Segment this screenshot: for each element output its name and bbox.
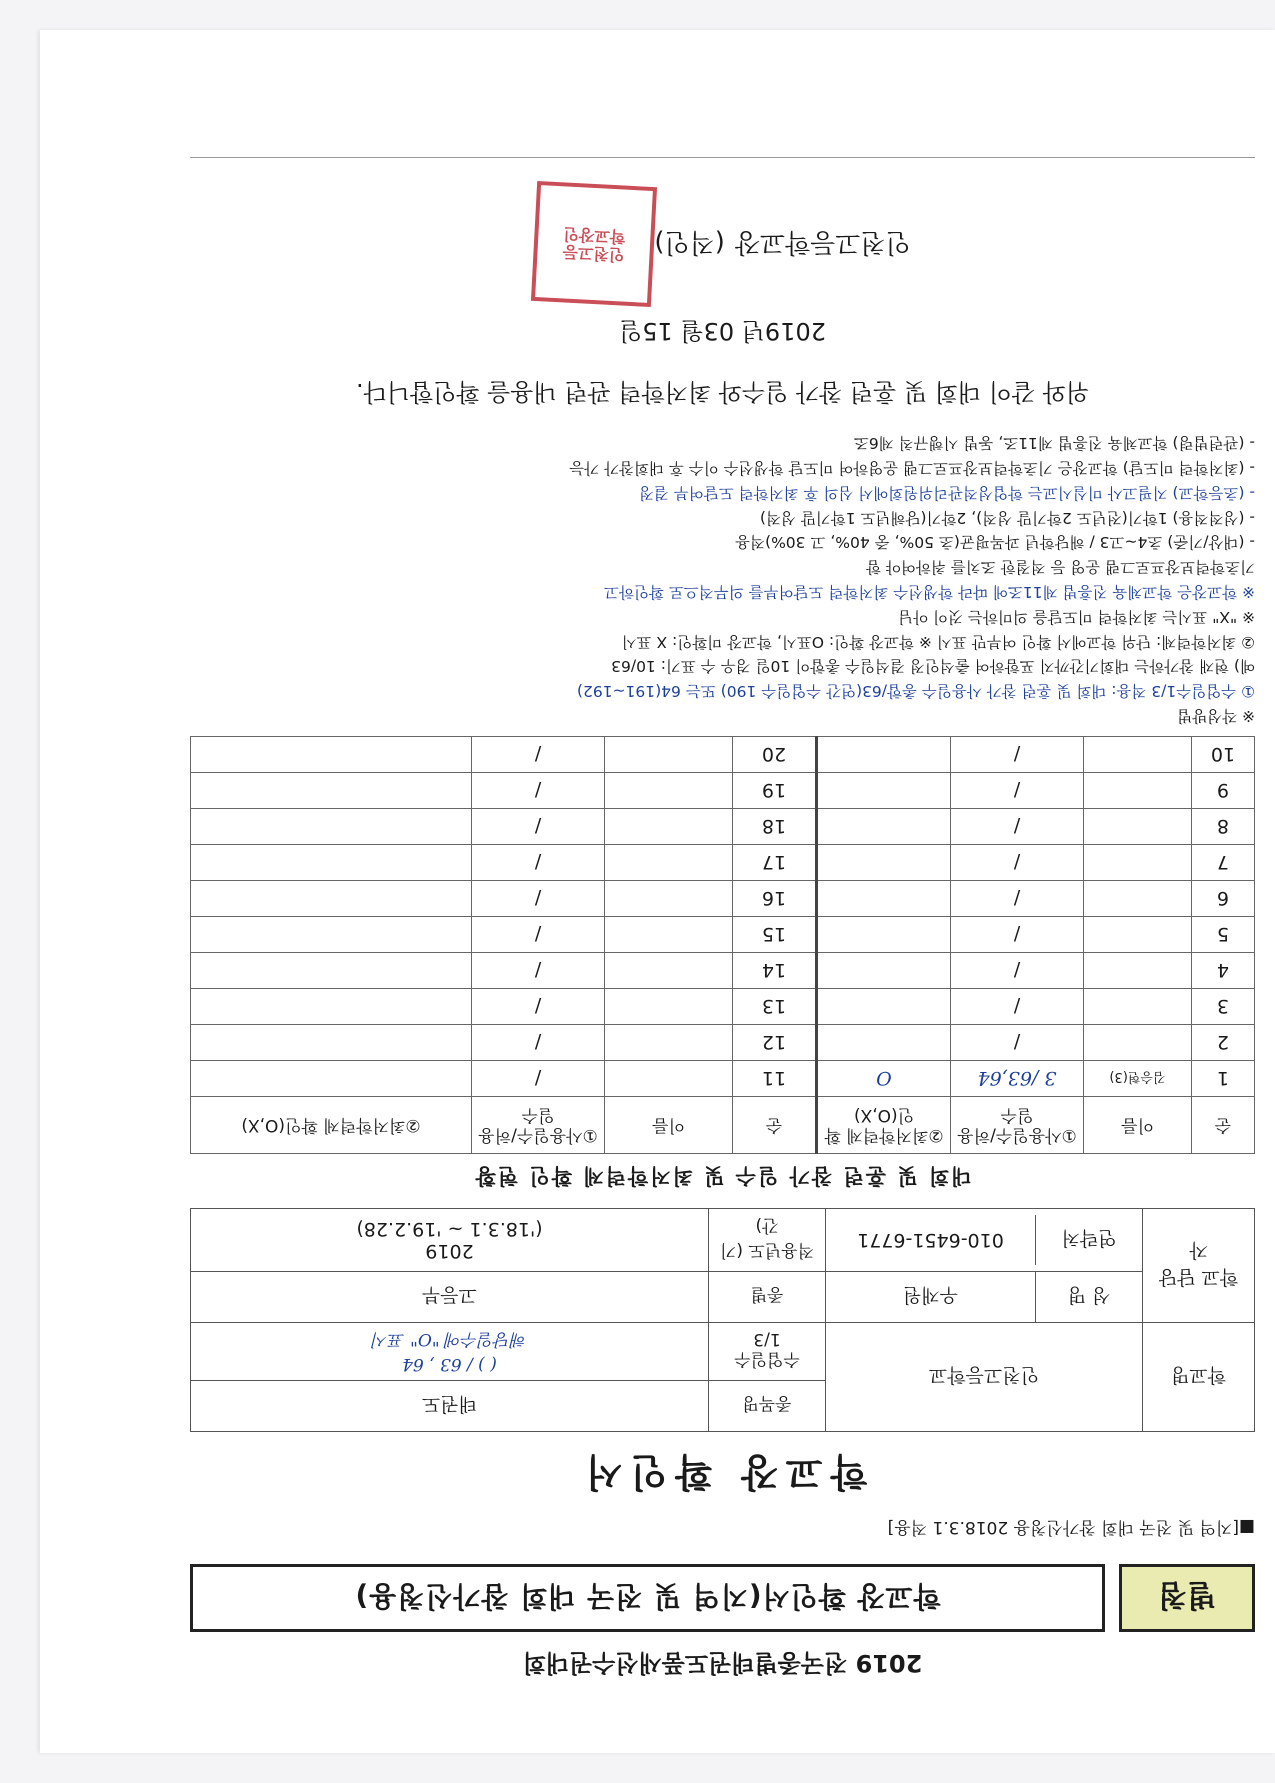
seal-area <box>534 184 725 304</box>
min-grade-check <box>817 989 951 1025</box>
note-6: - (성적적용) 1학기(전년도 2학기말 성적), 2학기(당해년도 1학기말 성적) <box>759 508 1255 527</box>
doc-title: 학교장 확인서 <box>577 1450 868 1494</box>
student-name <box>605 1061 733 1097</box>
min-grade-check <box>191 1025 472 1061</box>
document-rotated <box>40 30 1275 1783</box>
row-number: 10 <box>1192 737 1255 773</box>
attendance-header-row <box>191 1097 1255 1154</box>
min-grade-check <box>817 953 951 989</box>
name-value: 우재원 <box>902 1284 959 1307</box>
event-header: 2019 전국종별태권도품새선수권대회 <box>522 1649 923 1677</box>
table-row <box>191 773 1255 809</box>
col-header-days: ①사용일수/허용일수 <box>951 1097 1084 1154</box>
row-number: 8 <box>1192 809 1255 845</box>
row-number: 11 <box>733 1061 817 1097</box>
days-used: / <box>472 1061 605 1097</box>
student-name <box>605 737 733 773</box>
row-number: 2 <box>1192 1025 1255 1061</box>
col-header-name-2: 이름 <box>605 1097 733 1154</box>
document-body <box>190 157 1255 1683</box>
min-grade-check <box>817 1025 951 1061</box>
attend-value: 1/3 <box>753 1329 781 1349</box>
official-seal-icon: 인천고등 학교장인 <box>531 181 657 307</box>
period-range: ('18.3.1 ~ '19.2.28) <box>356 1218 543 1240</box>
min-grade-check <box>817 809 951 845</box>
period-value <box>191 1209 709 1272</box>
row-number: 13 <box>733 989 817 1025</box>
days-used: / <box>472 845 605 881</box>
banner <box>190 1564 1255 1632</box>
table-row <box>191 881 1255 917</box>
table-row <box>191 989 1255 1025</box>
min-grade-check <box>191 845 472 881</box>
student-name <box>1084 953 1192 989</box>
days-used: / <box>951 917 1084 953</box>
student-name <box>605 845 733 881</box>
note-9: - (관련법령) 학교체육 진흥법 제11조, 동법 시행규칙 제6조 <box>853 434 1255 453</box>
min-grade-check <box>817 881 951 917</box>
student-name <box>1084 809 1192 845</box>
note-8: - (최저학력 미도달) 학교장은 기초학력보장프로그램 운영하여 미도달 학생선수 이수 후 대회참가 가능 <box>569 459 1255 478</box>
row-number: 5 <box>1192 917 1255 953</box>
min-grade-check <box>191 773 472 809</box>
category-value: 고등부 <box>191 1272 709 1323</box>
student-name <box>1084 1025 1192 1061</box>
days-used: / <box>951 737 1084 773</box>
table-row <box>191 1025 1255 1061</box>
min-grade-check <box>191 953 472 989</box>
days-used: / <box>472 917 605 953</box>
manager-label: 학교 담당자 <box>1143 1209 1255 1323</box>
col-header-name: 이름 <box>1084 1097 1192 1154</box>
manager-phone-cell <box>826 1209 1143 1272</box>
attend-label: 수업일수 <box>734 1349 800 1369</box>
seal-label: (직인) <box>654 226 725 257</box>
student-name <box>1084 989 1192 1025</box>
student-name <box>605 917 733 953</box>
min-grade-check: O <box>817 1061 951 1097</box>
table-row <box>191 737 1255 773</box>
min-grade-check <box>191 1061 472 1097</box>
student-name <box>1084 917 1192 953</box>
note-1b: 예) 현재 참가하는 대회기간까지 포함하여 출석인정 결석일수 총합이 10일 경우 수 표기: 10/63 <box>611 657 1255 676</box>
table-row <box>191 953 1255 989</box>
name-label: 성 명 <box>1036 1272 1143 1322</box>
period-year: 2019 <box>425 1240 474 1262</box>
attend-cell <box>709 1323 826 1381</box>
days-used: / <box>472 1025 605 1061</box>
min-grade-check <box>191 917 472 953</box>
table-row <box>191 1061 1255 1097</box>
col-header-no: 순 <box>1192 1097 1255 1154</box>
note-1: ① 수업일수1/3 적용: 대회 및 훈련 참가 사용일수 총합/63(연간 수업일수 190) 또는 64(191~192) <box>576 682 1255 701</box>
school-label: 학교명 <box>1143 1323 1255 1432</box>
phone-label: 연락처 <box>1036 1215 1143 1265</box>
student-name: 김승현(3) <box>1084 1061 1192 1097</box>
event-value: 태권도 <box>191 1381 709 1432</box>
col-header-days-2: ①사용일수/허용일수 <box>472 1097 605 1154</box>
col-header-no-2: 순 <box>733 1097 817 1154</box>
school-name: 인천고등학교 <box>826 1323 1143 1432</box>
days-used: / <box>951 953 1084 989</box>
student-name <box>1084 881 1192 917</box>
note-7: - (초등학교) 지필고사 미실시교는 학업성적관리위원회에서 심의 후 최저학력 도달여부 결정 <box>638 483 1255 502</box>
min-grade-check <box>817 737 951 773</box>
period-label: 적용년도 (기간) <box>709 1209 826 1272</box>
student-name <box>605 953 733 989</box>
confirm-statement: 위와 같이 대회 및 훈련 참가 일수와 최저학력 관련 내용을 확인합니다. <box>355 378 1090 407</box>
min-grade-check <box>817 917 951 953</box>
min-grade-check <box>191 809 472 845</box>
signature-block <box>190 184 1255 304</box>
row-number: 16 <box>733 881 817 917</box>
days-used: / <box>472 953 605 989</box>
days-used: / <box>951 809 1084 845</box>
note-3: ※ "X" 표시는 최저학력 미도달을 의미하는 것이 아님 <box>898 607 1255 626</box>
student-name <box>605 1025 733 1061</box>
table-row <box>191 809 1255 845</box>
notes-block <box>190 430 1255 728</box>
notes-heading: ※ 작성방법 <box>1177 707 1255 725</box>
days-used: / <box>472 773 605 809</box>
attend-handwriting: ( ) / 63 , 64 <box>402 1354 497 1374</box>
days-used: / <box>951 881 1084 917</box>
days-used: / <box>951 1025 1084 1061</box>
paper-sheet <box>40 30 1275 1753</box>
category-label: 종별 <box>709 1272 826 1323</box>
days-used: / <box>951 773 1084 809</box>
days-used: / <box>472 809 605 845</box>
col-header-check: ②최저학력제 확인(O,X) <box>817 1097 951 1154</box>
student-name <box>605 773 733 809</box>
min-grade-check <box>817 773 951 809</box>
days-used: / <box>472 881 605 917</box>
student-name <box>1084 737 1192 773</box>
min-grade-check <box>817 845 951 881</box>
row-number: 9 <box>1192 773 1255 809</box>
issue-date: 2019년 03월 15일 <box>619 317 826 346</box>
row-number: 7 <box>1192 845 1255 881</box>
student-name <box>605 989 733 1025</box>
days-used: / <box>472 737 605 773</box>
row-number: 19 <box>733 773 817 809</box>
row-number: 18 <box>733 809 817 845</box>
student-name <box>1084 773 1192 809</box>
row-number: 14 <box>733 953 817 989</box>
row-number: 6 <box>1192 881 1255 917</box>
row-number: 17 <box>733 845 817 881</box>
table-row <box>191 845 1255 881</box>
row-number: 4 <box>1192 953 1255 989</box>
note-5: - (대상/기준) 초4~고3 / 해당학년 과목평균(초 50%, 중 40%, 고 30%)적용 <box>735 533 1255 552</box>
row-number: 12 <box>733 1025 817 1061</box>
days-used: / <box>951 989 1084 1025</box>
applies-note: ■[지역 및 전국 대회 참가신청용 2018.3.1 적용] <box>887 1517 1255 1537</box>
school-info-table <box>190 1208 1255 1432</box>
days-used: / <box>951 845 1084 881</box>
min-grade-check <box>191 989 472 1025</box>
student-name <box>605 881 733 917</box>
note-2: ② 최저학력제: 단위 학교에서 확인 여부만 표시 ※ 학교장 확인: O표시, 학교장 미확인: X 표시 <box>621 632 1255 651</box>
student-name <box>1084 845 1192 881</box>
row-number: 3 <box>1192 989 1255 1025</box>
student-name <box>605 809 733 845</box>
col-header-check-2: ②최저학력제 확인(O,X) <box>191 1097 472 1154</box>
attend-note: 해당일수에 "O" 표시 <box>371 1329 528 1349</box>
event-label: 종목명 <box>709 1381 826 1432</box>
row-number: 20 <box>733 737 817 773</box>
row-number: 15 <box>733 917 817 953</box>
attend-answer <box>191 1323 709 1381</box>
section-title: 대회 및 훈련 참가 일수 및 최저학력제 확인 현황 <box>473 1164 972 1188</box>
note-4: ※ 학교장은 학교체육 진흥법 제11조에 따라 학생선수 최저학력 도달여부를 의무적으로 확인하고 <box>604 583 1255 602</box>
min-grade-check <box>191 737 472 773</box>
phone-value: 010-6451-6771 <box>857 1229 1004 1251</box>
row-number: 1 <box>1192 1061 1255 1097</box>
signer-name: 인천고등학교장 <box>734 226 911 257</box>
banner-title: 학교장 확인서(지역 및 전국 대회 참가신청용) <box>190 1564 1105 1632</box>
days-used: / <box>472 989 605 1025</box>
attachment-badge: 별첨 <box>1119 1564 1255 1632</box>
days-used: 3 /63,64 <box>951 1061 1084 1097</box>
attendance-table <box>190 736 1255 1154</box>
table-row <box>191 917 1255 953</box>
bottom-rule <box>190 157 1255 158</box>
manager-name-cell <box>826 1272 1143 1323</box>
note-4b: 기초학력보장프로그램 운영 등 적절한 조치를 취하여야 함 <box>866 558 1255 577</box>
min-grade-check <box>191 881 472 917</box>
